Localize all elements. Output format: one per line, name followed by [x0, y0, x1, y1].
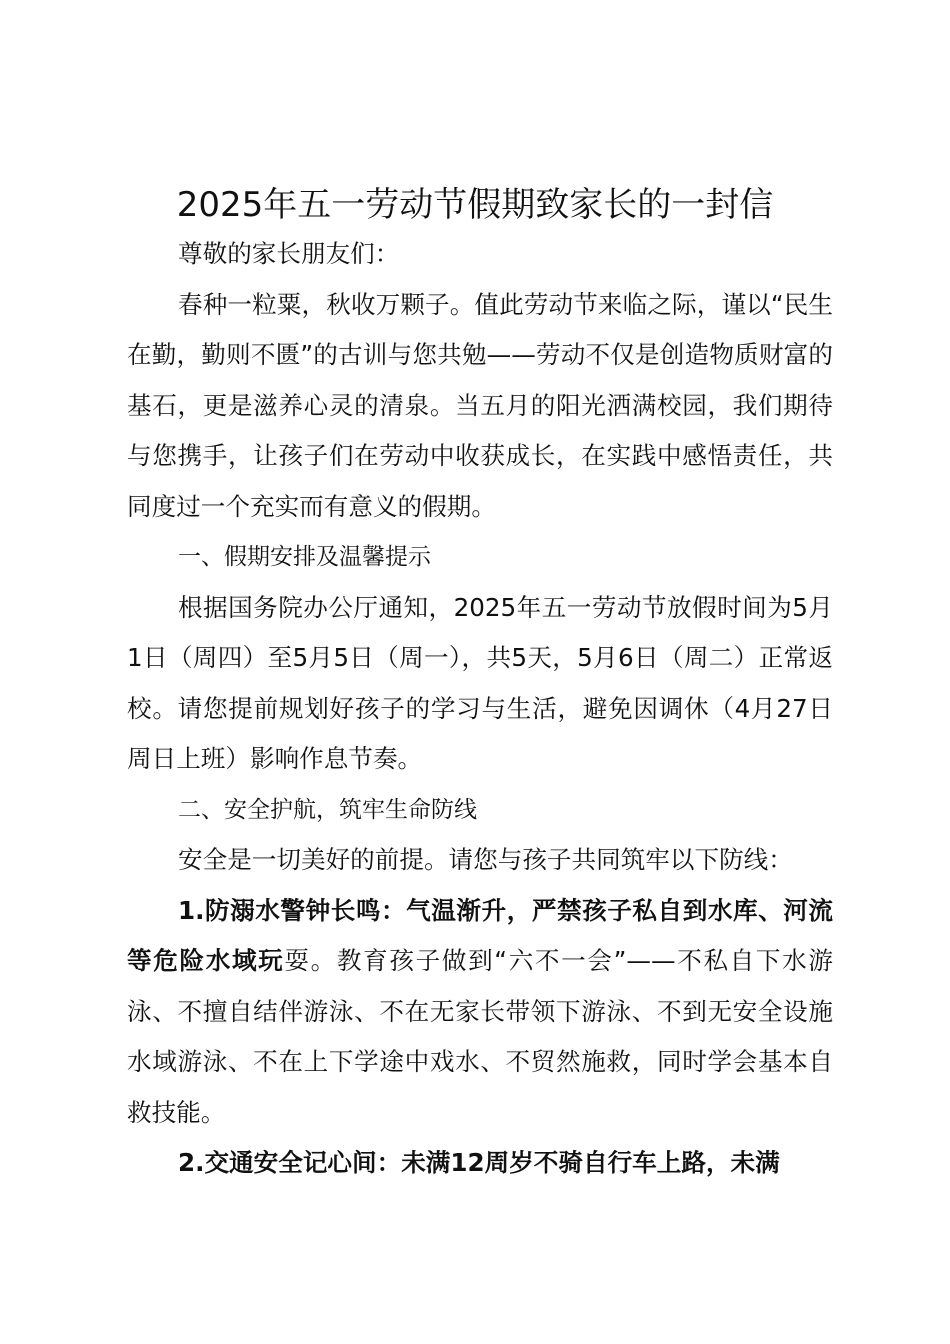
section-1-heading: 一、假期安排及温馨提示 — [178, 544, 431, 570]
safety-item-1-text: 耍。教育孩子做到“六不一会”——不私自下水游泳、不擅自结伴游泳、不在无家长带领下游泳、不到无安全设施水域游泳、不在上下学途中戏水、不贸然施救，同时学会基本自救技能。 — [127, 946, 833, 1127]
intro-paragraph: 春种一粒粟，秋收万颗子。值此劳动节来临之际，谨以“民生在勤，勤则不匮”的古训与您共勉——劳动不仅是创造物质财富的基石，更是滋养心灵的清泉。当五月的阳光洒满校园，我们期待与您携手，让孩子们在劳动中收获成长，在实践中感悟责任，共同度过一个充实而有意义的假期。 — [127, 289, 833, 521]
safety-item-2-title: 2.交通安全记心间：未满12周岁不骑自行车上路，未满 — [178, 1148, 780, 1177]
safety-item-2 — [127, 1138, 833, 1189]
safety-item-1-title: 1.防溺水警钟长鸣：气温渐升，严禁孩子私自到水库、河流等危险水域玩 — [127, 895, 833, 975]
section-1-paragraph: 根据国务院办公厅通知，2025年五一劳动节放假时间为5月1日（周四）至5月5日（周一），共5天，5月6日（周二）正常返校。请您提前规划好孩子的学习与生活，避免因调休（4月27日周日上班）影响作息节奏。 — [127, 592, 833, 773]
section-2-heading: 二、安全护航，筑牢生命防线 — [178, 796, 477, 823]
salutation: 尊敬的家长朋友们： — [178, 239, 400, 268]
document-title: 2025年五一劳动节假期致家长的一封信 — [176, 185, 774, 225]
safety-item-1 — [127, 886, 833, 1139]
document-body — [127, 229, 833, 1189]
section-2-intro: 安全是一切美好的前提。请您与孩子共同筑牢以下防线： — [178, 845, 793, 874]
